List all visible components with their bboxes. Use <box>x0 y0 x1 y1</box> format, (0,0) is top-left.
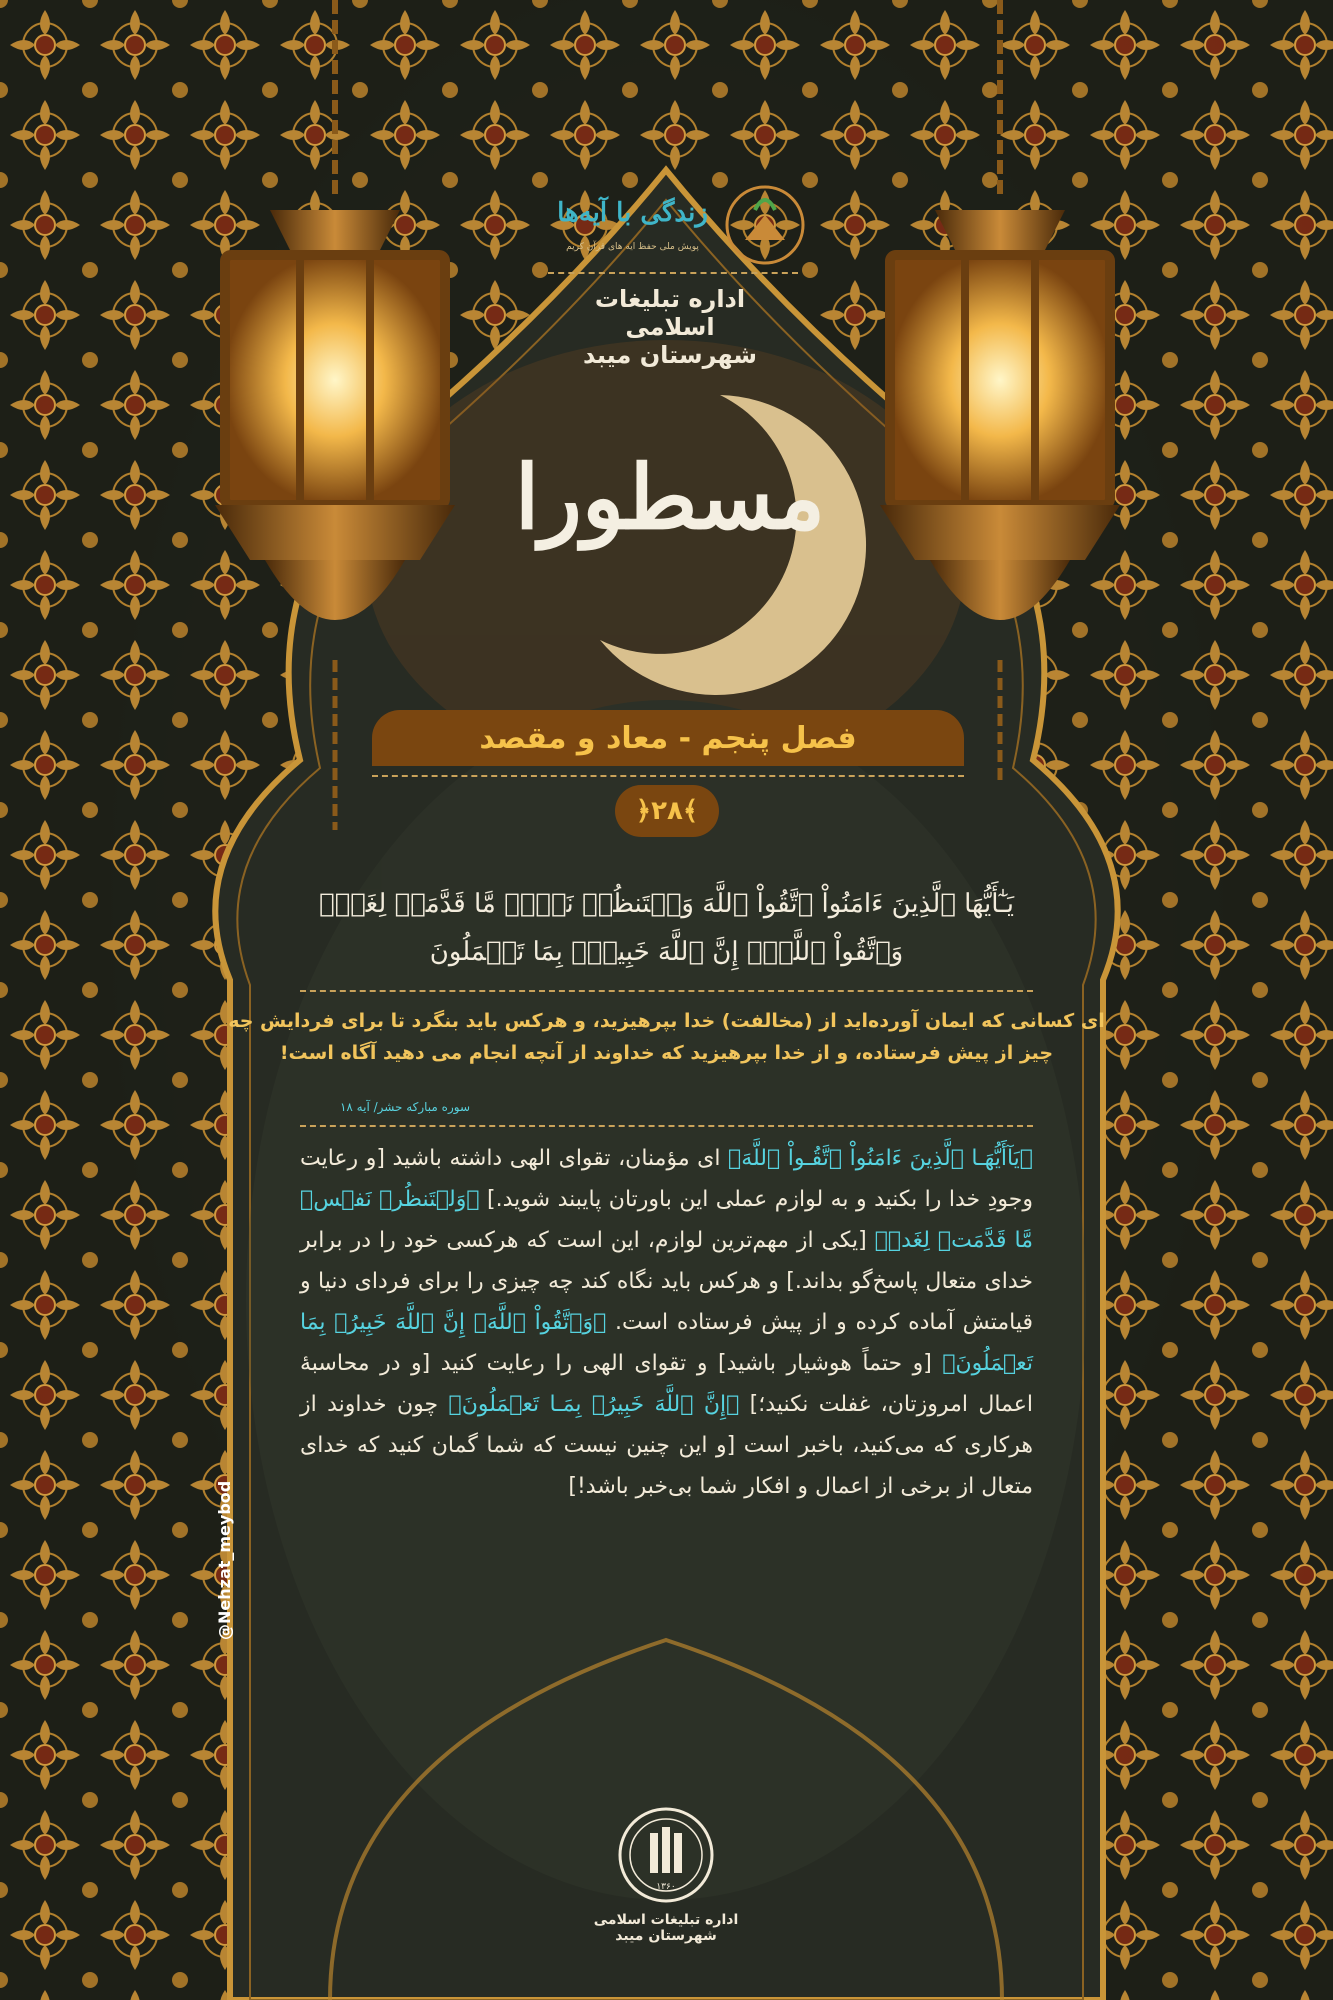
source-divider <box>300 1125 1033 1127</box>
tafsir-text: [یکی از مهم‌ترین لوازم، این است که هرکسی خود را در برابر خدای متعال پاسخ‌گو بداند.] و هرکس باید نگاه کند چه چیزی را برای فردای دنیا و قیامتش آماده کرده و از پیش فرستاده است. <box>300 1228 1033 1335</box>
quran-verse <box>300 880 1033 976</box>
verse-number-badge: ﴿۲۸﴾ <box>615 785 719 837</box>
quran-quote: ﴿وَٱتَّقُواْ ٱللَّهَۚ إِنَّ ٱللَّهَ خَبِیرُۢ بِمَا تَعۡمَلُونَ﴾ <box>300 1310 1033 1376</box>
quran-quote: ﴿إِنَّ ٱللَّهَ خَبِیرُۢ بِمَـا تَعۡمَلُونَ﴾ <box>448 1392 740 1417</box>
chapter-label: فصل پنجم - معاد و مقصد <box>479 720 857 756</box>
verse-line-1: يَـٰٓأَيُّهَا ٱلَّذِينَ ءَامَنُواْ ٱتَّقُواْ ٱللَّهَ وَلۡتَنظُرۡ نَفۡسٞ مَّا قَدَّمَتۡ لِغَدٖۖ <box>318 889 1015 919</box>
tafsir-text: [و حتماً هوشیار باشید] و تقوای الهی را رعایت کنید [و در محاسبۀ اعمال امروزتان، غفلت نکنید؛] <box>300 1351 1033 1417</box>
tafsir-paragraph <box>300 1138 1033 1507</box>
quran-quote: ﴿یَآأَیُّهَـا ٱلَّذِینَ ءَامَنُواْ ٱتَّقُـواْ ٱللَّهَ﴾ <box>728 1146 1033 1171</box>
translation-line-1: ای کسانی که ایمان آورده‌اید از (مخالفت) خدا بپرهیزید، و هرکس باید بنگرد تا برای فردایش چه <box>228 1010 1105 1032</box>
chapter-banner <box>372 710 964 766</box>
department-logo-top <box>550 285 790 369</box>
verse-divider <box>300 990 1033 992</box>
brand-logo <box>550 180 810 280</box>
social-handle: @Nehzat_meybod <box>215 1480 234 1640</box>
brand-text: زندگی با آیه‌ها <box>557 198 708 228</box>
tafsir-text: چون خداوند از هرکاری که می‌کنید، باخبر است [و این چنین نیست که شما گمان کنید که خدای متعال از برخی از اعمال و افکار شما بی‌خبر باشد!] <box>300 1392 1033 1499</box>
chapter-divider <box>372 775 964 777</box>
verse-translation <box>215 1005 1118 1069</box>
quran-logo-icon <box>550 180 810 280</box>
translation-line-2: چیز از پیش فرستاده، و از خدا بپرهیزید که خداوند از آنچه انجام می دهید آگاه است! <box>279 1042 1054 1064</box>
department-line1: اداره تبلیغات اسلامی <box>594 285 746 341</box>
footer-department-line2: شهرستان میبد <box>615 1928 717 1944</box>
emblem-logo <box>616 1805 716 1905</box>
page-title: مسطورا <box>514 445 826 549</box>
emblem-icon <box>616 1805 716 1905</box>
brand-subtitle: پویش ملی حفظ ایه های قرآن کریم <box>566 242 699 252</box>
quran-quote: ﴿وَلۡتَنظُرۡ نَفۡسٞ مَّا قَدَّمَتۡ لِغَدٖ﴾ <box>300 1187 1033 1253</box>
footer-department-line1: اداره تبلیغات اسلامی <box>593 1912 739 1928</box>
department-line2: شهرستان میبد <box>583 341 757 369</box>
tafsir-text: ای مؤمنان، تقوای الهی داشته باشید [و رعایت وجودِ خدا را بکنید و به لوازم عملی این باورتان پایبند شوید.] <box>300 1146 1033 1212</box>
emblem-number: ۱۳۶۰ <box>656 1882 676 1892</box>
verse-line-2: وَٱتَّقُواْ ٱللَّهَۚ إِنَّ ٱللَّهَ خَبِيرُۢ بِمَا تَعۡمَلُونَ <box>429 937 904 967</box>
header-divider <box>548 272 798 274</box>
department-logo-bottom <box>576 1912 756 1944</box>
verse-source: سوره مبارکه حشر/ آیه ۱۸ <box>339 1100 470 1114</box>
